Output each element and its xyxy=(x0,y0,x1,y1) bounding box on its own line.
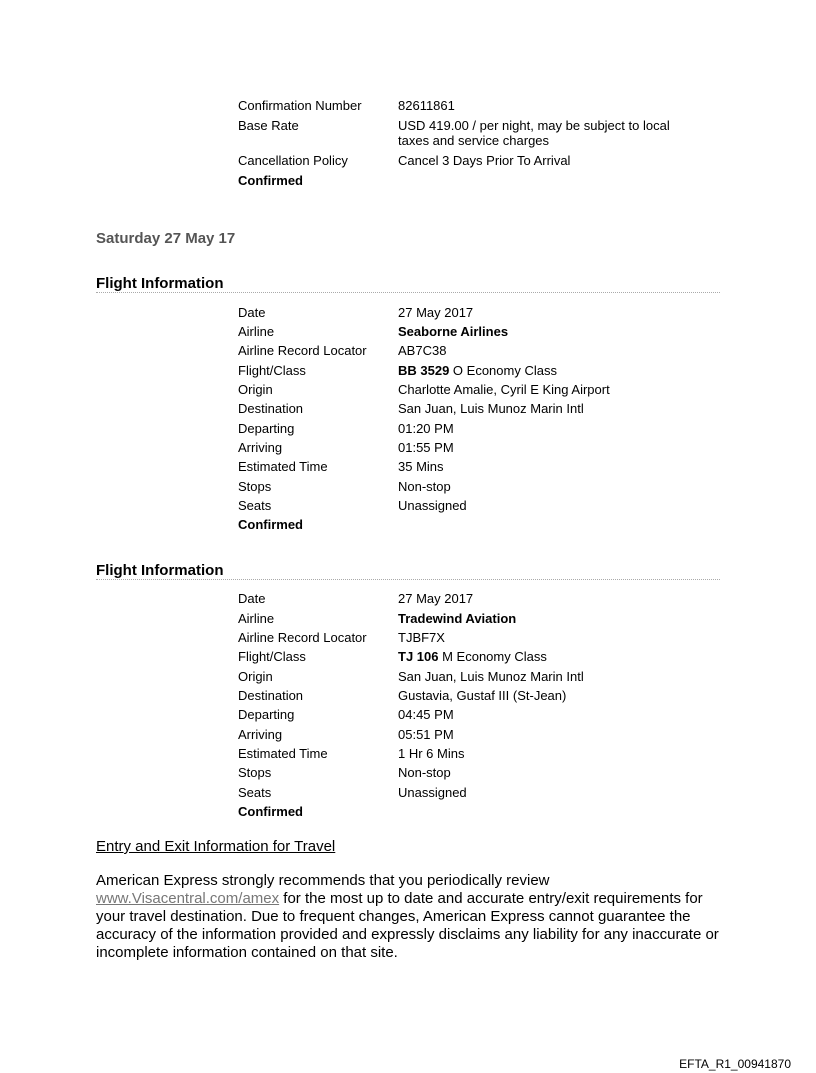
stops-value: Non-stop xyxy=(398,765,451,780)
class-label: Flight/Class xyxy=(238,363,306,378)
seats-label: Seats xyxy=(238,498,272,513)
seats-label: Seats xyxy=(238,785,272,800)
entry-exit-text-2: for the most up to date and accurate entry/exit requirements for your travel destination. Due to frequent changes, American Express cannot guarantee the accuracy of the information provided and expressly disclaims any liability for any inaccurate or incomplete information contained on that site. xyxy=(96,890,719,961)
flight-2-status: Confirmed xyxy=(238,804,303,819)
airline-value: Seaborne Airlines xyxy=(398,324,509,339)
date-value: 27 May 2017 xyxy=(398,591,474,606)
cancellation-policy-value: Cancel 3 Days Prior To Arrival xyxy=(398,153,571,168)
date-label: Date xyxy=(238,591,266,606)
entry-exit-paragraph xyxy=(96,872,736,962)
flight-2-departing-row xyxy=(238,707,738,726)
flight-2-destination-row xyxy=(238,688,738,707)
airline-value: Tradewind Aviation xyxy=(398,611,517,626)
arriving-value: 05:51 PM xyxy=(398,727,454,742)
estimated-label: Estimated Time xyxy=(238,746,328,761)
departing-value: 01:20 PM xyxy=(398,421,454,436)
flight-2-arriving-row xyxy=(238,727,738,746)
flight-1-departing-row xyxy=(238,421,738,440)
seats-value: Unassigned xyxy=(398,498,467,513)
flight-2-heading: Flight Information xyxy=(96,562,224,579)
date-value: 27 May 2017 xyxy=(398,305,474,320)
origin-label: Origin xyxy=(238,669,273,684)
visacentral-link[interactable]: www.Visacentral.com/amex xyxy=(96,890,280,907)
class-value xyxy=(398,649,698,664)
flight-2-seats-row xyxy=(238,785,738,804)
flight-1-status: Confirmed xyxy=(238,517,303,532)
seats-value: Unassigned xyxy=(398,785,467,800)
hotel-status: Confirmed xyxy=(238,173,303,188)
departing-label: Departing xyxy=(238,421,295,436)
entry-exit-text-1: American Express strongly recommends that you periodically review xyxy=(96,872,550,889)
flight-1-origin-row xyxy=(238,382,738,401)
stops-value: Non-stop xyxy=(398,479,451,494)
locator-value: TJBF7X xyxy=(398,630,445,645)
confirmation-number-value: 82611861 xyxy=(398,98,455,113)
locator-value: AB7C38 xyxy=(398,343,447,358)
cabin-class: M Economy Class xyxy=(438,649,547,664)
flight-number: BB 3529 xyxy=(398,363,450,378)
cabin-class: O Economy Class xyxy=(449,363,557,378)
destination-label: Destination xyxy=(238,401,304,416)
origin-value: San Juan, Luis Munoz Marin Intl xyxy=(398,669,584,684)
destination-value: Gustavia, Gustaf III (St-Jean) xyxy=(398,688,567,703)
date-label: Date xyxy=(238,305,266,320)
flight-1-stops-row xyxy=(238,479,738,498)
airline-label: Airline xyxy=(238,324,275,339)
stops-label: Stops xyxy=(238,479,272,494)
flight-number: TJ 106 xyxy=(398,649,439,664)
document-id: EFTA_R1_00941870 xyxy=(679,1057,791,1071)
arriving-value: 01:55 PM xyxy=(398,440,454,455)
flight-2-stops-row xyxy=(238,765,738,784)
flight-1-class-row xyxy=(238,363,738,382)
flight-2-airline-row xyxy=(238,611,738,630)
base-rate-value: USD 419.00 / per night, may be subject to local taxes and service charges xyxy=(398,118,670,148)
origin-label: Origin xyxy=(238,382,273,397)
flight-1-locator-row xyxy=(238,343,738,362)
origin-value: Charlotte Amalie, Cyril E King Airport xyxy=(398,382,610,397)
departing-label: Departing xyxy=(238,707,295,722)
estimated-value: 1 Hr 6 Mins xyxy=(398,746,465,761)
destination-value: San Juan, Luis Munoz Marin Intl xyxy=(398,401,584,416)
class-label: Flight/Class xyxy=(238,649,306,664)
estimated-label: Estimated Time xyxy=(238,459,328,474)
flight-1-destination-row xyxy=(238,401,738,420)
base-rate-label: Base Rate xyxy=(238,118,299,133)
cancellation-policy-row xyxy=(238,153,738,172)
entry-exit-title: Entry and Exit Information for Travel xyxy=(96,838,336,855)
stops-label: Stops xyxy=(238,765,272,780)
departing-value: 04:45 PM xyxy=(398,707,454,722)
flight-1-airline-row xyxy=(238,324,738,343)
cancellation-policy-label: Cancellation Policy xyxy=(238,153,348,168)
class-value xyxy=(398,363,698,378)
base-rate-row xyxy=(238,118,738,150)
flight-2-class-row xyxy=(238,649,738,668)
flight-2-origin-row xyxy=(238,669,738,688)
arriving-label: Arriving xyxy=(238,727,283,742)
flight-1-date-row xyxy=(238,305,738,324)
airline-label: Airline xyxy=(238,611,275,626)
destination-label: Destination xyxy=(238,688,304,703)
estimated-value: 35 Mins xyxy=(398,459,444,474)
flight-2-divider xyxy=(96,579,720,580)
locator-label: Airline Record Locator xyxy=(238,630,367,645)
day-heading: Saturday 27 May 17 xyxy=(96,230,236,247)
confirmation-number-row xyxy=(238,98,738,117)
flight-1-heading: Flight Information xyxy=(96,275,224,292)
flight-2-locator-row xyxy=(238,630,738,649)
confirmation-number-label: Confirmation Number xyxy=(238,98,362,113)
flight-2-date-row xyxy=(238,591,738,610)
arriving-label: Arriving xyxy=(238,440,283,455)
flight-1-arriving-row xyxy=(238,440,738,459)
flight-2-estimated-row xyxy=(238,746,738,765)
locator-label: Airline Record Locator xyxy=(238,343,367,358)
flight-1-estimated-row xyxy=(238,459,738,478)
flight-1-divider xyxy=(96,292,720,293)
flight-1-seats-row xyxy=(238,498,738,517)
